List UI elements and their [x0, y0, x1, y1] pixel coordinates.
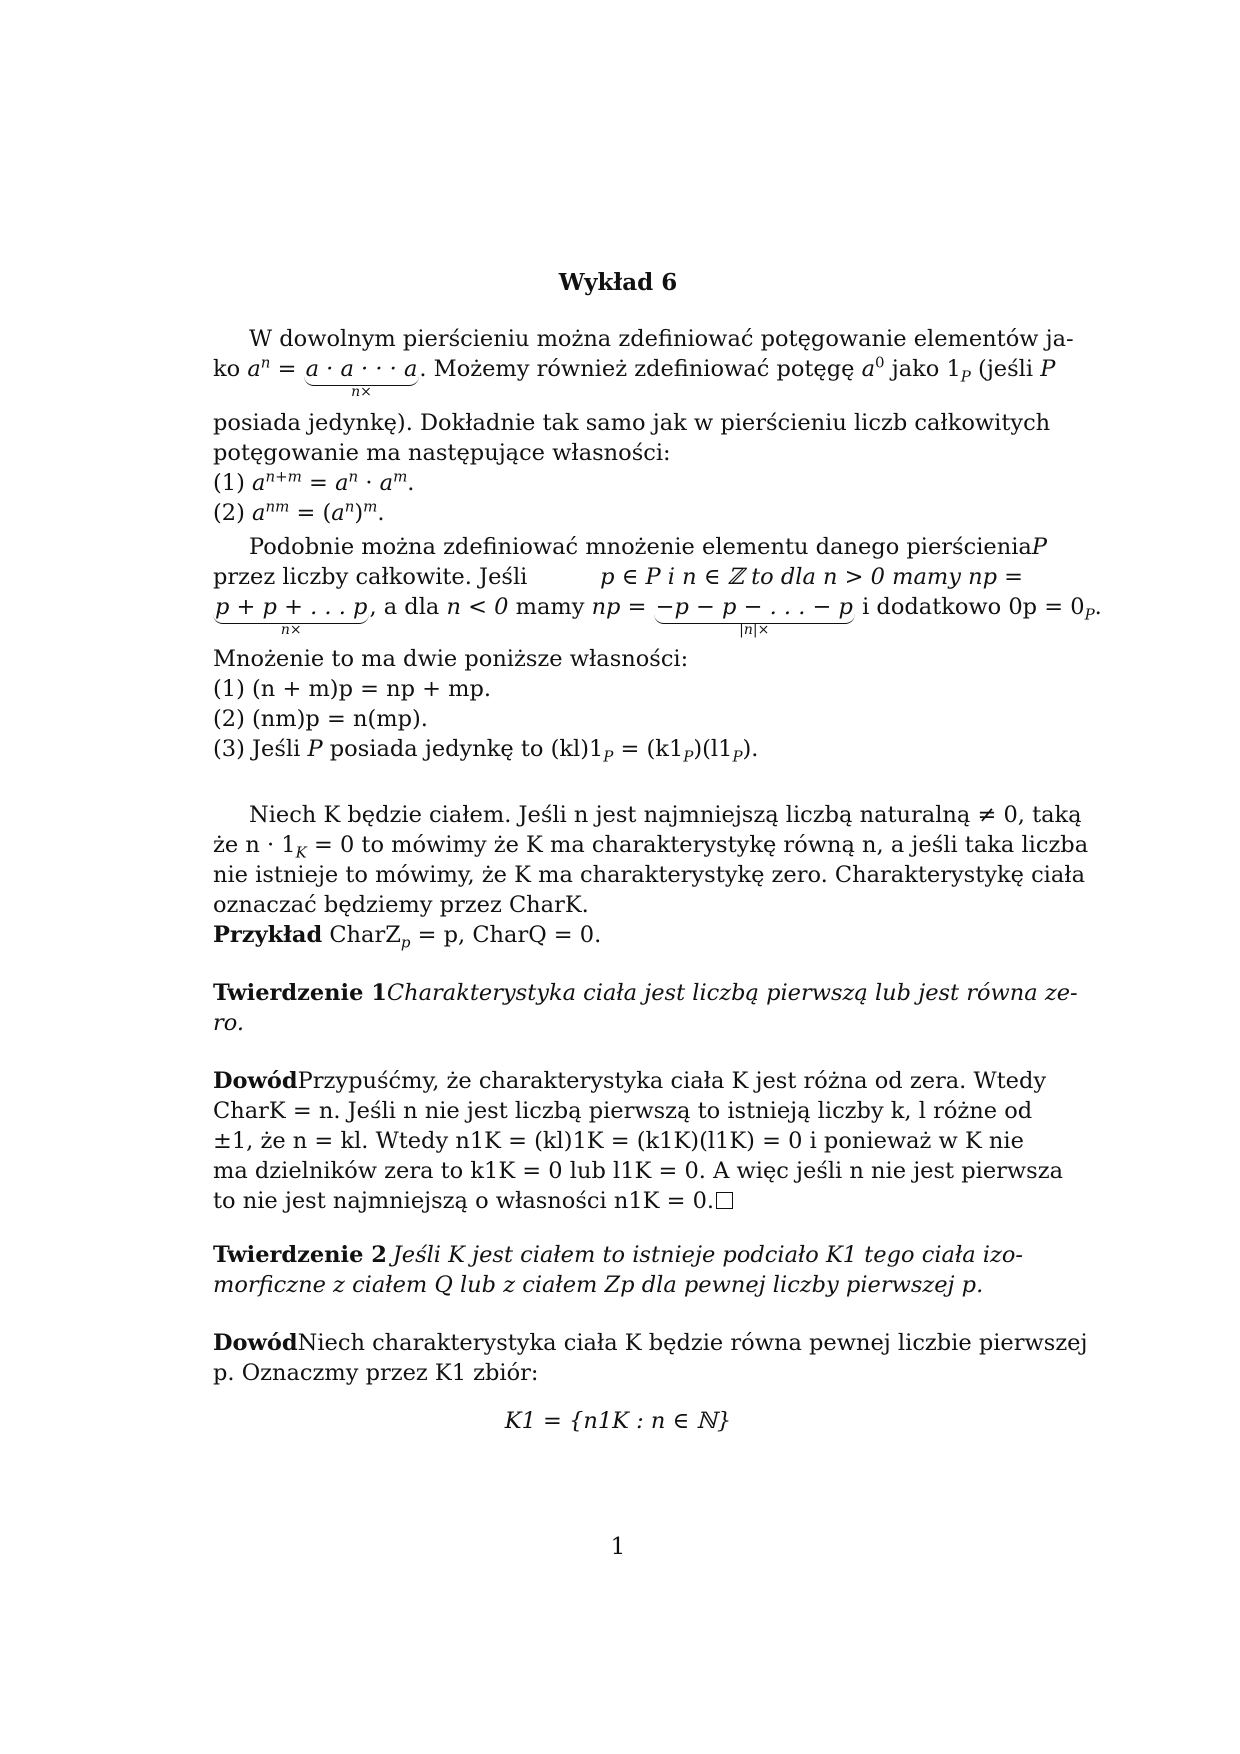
mult-property-3: (3) Jeśli P posiada jedynkę to $(kl)1_P = (k1_P)(l1_P)$. — [213, 736, 759, 766]
display-formula: K1 = {n1K : n ∈ ℕ} — [504, 1408, 732, 1434]
qed-square-icon — [716, 1192, 733, 1209]
text-line: posiada jedynkę). Dokładnie tak samo jak w pierścieniu liczb całkowitych — [213, 410, 1051, 436]
page-number: 1 — [610, 1534, 626, 1560]
text-line: potęgowanie ma następujące własności: — [213, 440, 671, 466]
text-line: Mnożenie to ma dwie poniższe własności: — [213, 646, 689, 672]
proof-label: Dowód — [213, 1068, 298, 1094]
theorem-label: Twierdzenie 1 — [213, 980, 387, 1006]
text-line: p + p + . . . p n× , a dla n < 0 mamy np = −p − p − . . . − p |n|× i dodatkowo $0p = 0_P$. — [215, 594, 1102, 638]
paragraph-multiplication — [213, 532, 1102, 766]
underbrace: p + p + . . . p n× — [215, 594, 368, 638]
text-line: Twierdzenie 2 Jeśli K jest ciałem to istnieje podciało K1 tego ciała izo- — [213, 1242, 1023, 1268]
lecture-title: Wykład 6 — [558, 269, 678, 296]
text-line: ma dzielników zera to k1K = 0 lub l1K = 0. A więc jeśli n nie jest pierwsza — [213, 1158, 1063, 1184]
underbrace: −p − p − . . . − p |n|× — [655, 594, 853, 638]
document-page — [213, 0, 1102, 1754]
text-line: p. Oznaczmy przez K1 zbiór: — [213, 1360, 539, 1386]
property-2: (2) $a^{nm} = (a^n)^m$. — [213, 497, 385, 526]
proof-2 — [213, 1328, 1088, 1436]
text-line: to nie jest najmniejszą o własności n1K = 0. — [213, 1186, 1023, 1216]
mult-property-1: (1) (n + m)p = np + mp. — [213, 676, 492, 702]
mult-property-2: (2) (nm)p = n(mp). — [213, 706, 428, 732]
text-line: Podobnie można zdefiniować mnożenie elementu danego pierścienia P — [249, 534, 1047, 560]
text-line: morficzne z ciałem Q lub z ciałem Zp dla pewnej liczby pierwszej p. — [213, 1272, 984, 1298]
text-line: Niech K będzie ciałem. Jeśli n jest najmniejszą liczbą naturalną ≠ 0, taką — [249, 802, 1082, 828]
text-line: CharK = n. Jeśli n nie jest liczbą pierwszą to istnieją liczby k, l różne od — [213, 1098, 1033, 1124]
paragraph-powers — [213, 324, 1074, 528]
text-line: Dowód Niech charakterystyka ciała K będzie równa pewnej liczbie pierwszej — [213, 1330, 1088, 1356]
text-line: Dowód Przypuśćmy, że charakterystyka ciała K jest różna od zera. Wtedy — [213, 1068, 1047, 1094]
theorem-1 — [213, 978, 1078, 1038]
text-line: Twierdzenie 1 Charakterystyka ciała jest liczbą pierwszą lub jest równa ze- — [213, 980, 1078, 1006]
underbrace: a · a · · · a n× — [305, 356, 418, 400]
text-line: ±1, że n = kl. Wtedy n1K = (kl)1K = (k1K)(l1K) = 0 i ponieważ w K nie — [213, 1128, 1024, 1154]
text-line: przez liczby całkowite. Jeśli p ∈ P i n ∈ ℤ to dla n > 0 mamy np = — [213, 564, 1023, 590]
text-line: że $n \cdot 1_K = 0$ to mówimy że K ma charakterystykę równą n, a jeśli taka liczba — [213, 832, 1089, 862]
proof-label: Dowód — [213, 1330, 298, 1356]
property-1: (1) $a^{n+m} = a^n \cdot a^m$. — [213, 467, 415, 496]
example-label: Przykład — [213, 922, 323, 948]
text-line: ro. — [213, 1010, 245, 1036]
text-line: oznaczać będziemy przez CharK. — [213, 892, 589, 918]
text-line: ko $a^n = a \cdot a$ · · · a n× . Możemy również zdefiniować potęgę $a^0$ jako $1_P$ (jeśli P — [213, 353, 1056, 400]
text-line: nie istnieje to mówimy, że K ma charakterystykę zero. Charakterystykę ciała — [213, 862, 1085, 888]
theorem-2 — [213, 1240, 1023, 1300]
example-line: Przykład CharZ$_p$ = p, CharQ = 0. — [213, 922, 602, 952]
paragraph-characteristic — [213, 800, 1089, 952]
text-line: W dowolnym pierścieniu można zdefiniować potęgowanie elementów ja- — [249, 326, 1074, 352]
proof-1 — [213, 1066, 1063, 1216]
theorem-label: Twierdzenie 2 — [213, 1242, 387, 1268]
